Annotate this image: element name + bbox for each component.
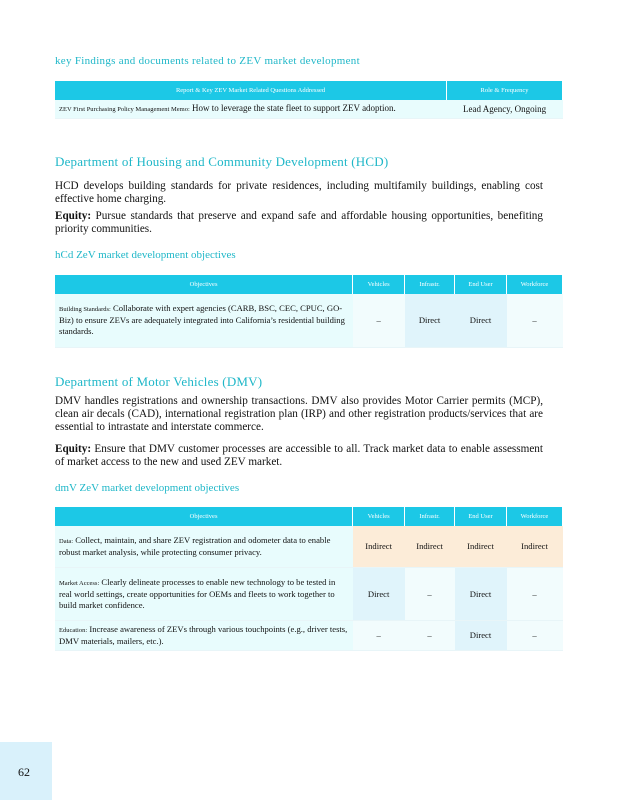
dmv-header-workforce: Workforce [507,507,563,526]
table-row [55,567,563,620]
row-label: Data: [59,537,74,545]
key-findings-table [55,81,563,119]
workforce-cell: Indirect [507,526,563,567]
key-findings-heading: key Findings and documents related to ZEV market development [55,55,360,67]
objective-cell [55,567,353,620]
objective-cell [55,526,353,567]
workforce-cell: – [507,294,563,347]
workforce-cell: – [507,620,563,650]
row-label: Building Standards: [59,306,111,314]
table-row [55,100,563,119]
hcd-equity-text: Pursue standards that preserve and expand safe and affordable housing opportunities, benefiting priority communities. [55,210,543,235]
dmv-header-infrastr: Infrastr. [405,507,455,526]
key-table-header-role: Role & Frequency [447,81,563,100]
table-row [55,526,563,567]
dmv-equity-text: Ensure that DMV customer processes are accessible to all. Track market data to enable assessment of market access to the new and used ZEV market. [55,443,543,468]
vehicles-cell: – [353,620,405,650]
hcd-objectives-title: hCd ZeV market development objectives [55,249,236,261]
hcd-header-objectives: Objectives [55,275,353,294]
hcd-header-infrastr: Infrastr. [405,275,455,294]
enduser-cell: Direct [455,294,507,347]
row-label: ZEV First Purchasing Policy Management Memo: [59,106,190,113]
row-text: Clearly delineate processes to enable new technology to be tested in real world settings, create opportunities for OEMs and fleets to work together to build market confidence. [59,576,336,610]
objective-cell [55,294,353,347]
objective-cell [55,620,353,650]
dmv-header-enduser: End User [455,507,507,526]
hcd-description: HCD develops building standards for private residences, including multifamily buildings, enabling cost effective home charging. [55,180,543,205]
hcd-header-enduser: End User [455,275,507,294]
dmv-equity [55,443,543,469]
hcd-objectives-table [55,275,563,348]
enduser-cell: Direct [455,620,507,650]
enduser-cell: Direct [455,567,507,620]
page-number: 62 [18,765,30,779]
key-table-role-cell: Lead Agency, Ongoing [447,100,563,119]
row-text: Increase awareness of ZEVs through various touchpoints (e.g., driver tests, DMV materials, mailers, etc.). [59,623,348,646]
dmv-objectives-title: dmV ZeV market development objectives [55,482,240,494]
infrastr-cell: – [405,567,455,620]
key-table-header-report: Report & Key ZEV Market Related Questions Addressed [55,81,447,100]
row-label: Market Access: [59,579,100,587]
infrastr-cell: – [405,620,455,650]
key-table-report-cell [55,100,447,119]
dmv-description: DMV handles registrations and ownership transactions. DMV also provides Motor Carrier permits (MCP), clean air decals (CAD), international registration plan (IRP) and other registration products/services that are essential to intrastate and interstate commerce. [55,395,543,433]
dmv-equity-label: Equity: [55,443,92,455]
dmv-objectives-table [55,507,563,651]
dmv-header-objectives: Objectives [55,507,353,526]
hcd-header-vehicles: Vehicles [353,275,405,294]
hcd-equity [55,210,543,236]
dmv-header-vehicles: Vehicles [353,507,405,526]
hcd-equity-label: Equity: [55,210,92,222]
vehicles-cell: Direct [353,567,405,620]
row-text: How to leverage the state fleet to support ZEV adoption. [192,103,396,113]
infrastr-cell: Indirect [405,526,455,567]
table-row [55,294,563,347]
enduser-cell: Indirect [455,526,507,567]
dmv-section-title: Department of Motor Vehicles (DMV) [55,374,263,389]
table-row [55,620,563,650]
vehicles-cell: Indirect [353,526,405,567]
hcd-section-title: Department of Housing and Community Development (HCD) [55,154,389,169]
hcd-header-workforce: Workforce [507,275,563,294]
infrastr-cell: Direct [405,294,455,347]
vehicles-cell: – [353,294,405,347]
workforce-cell: – [507,567,563,620]
row-text: Collaborate with expert agencies (CARB, BSC, CEC, CPUC, GO-Biz) to ensure ZEVs are adequately integrated into California’s residential building standards. [59,303,345,337]
row-text: Collect, maintain, and share ZEV registration and odometer data to enable robust market analysis, while protecting consumer privacy. [59,534,331,557]
row-label: Education: [59,626,88,634]
